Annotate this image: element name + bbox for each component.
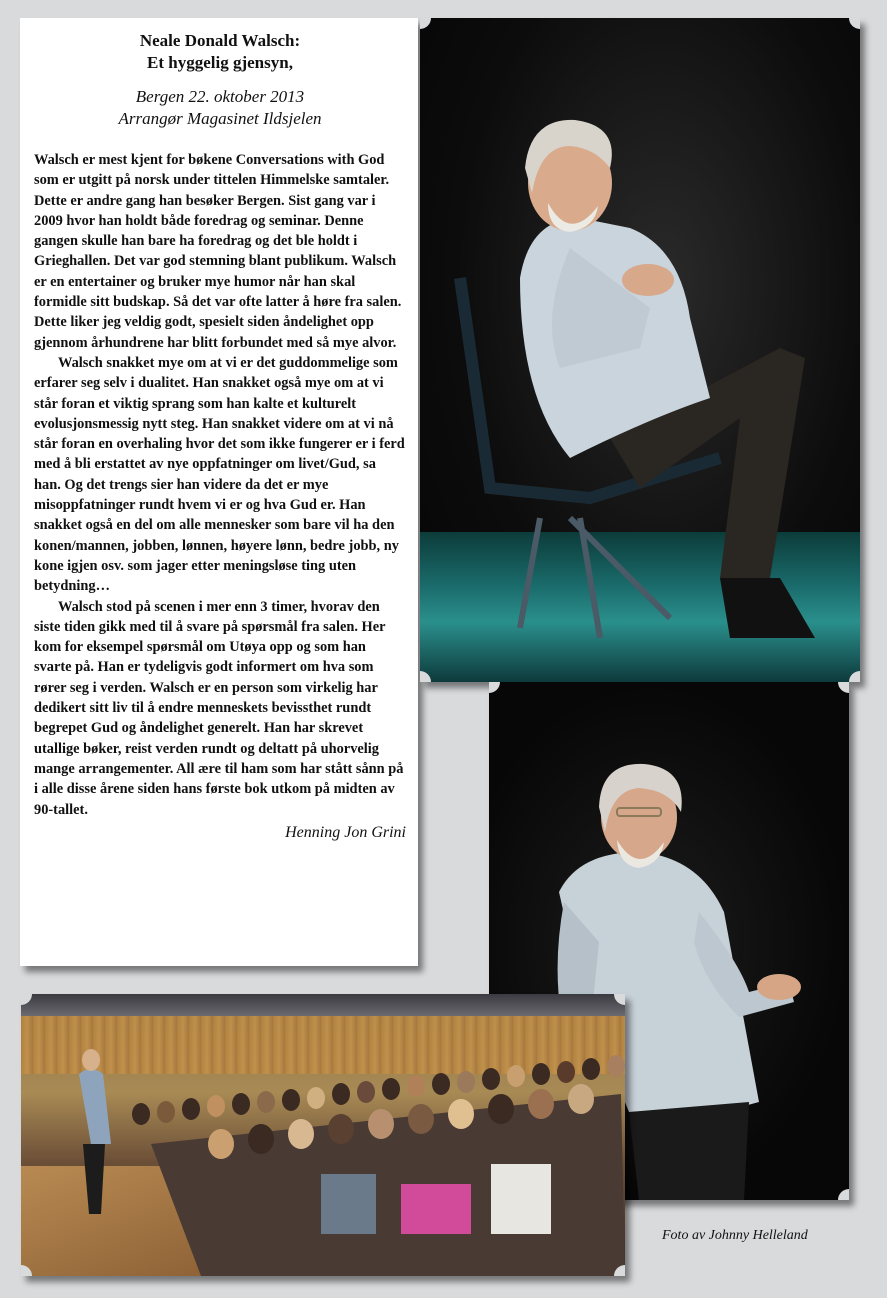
article-body <box>34 150 406 820</box>
photo-seated-speaker <box>420 18 860 682</box>
article-title <box>34 30 406 74</box>
photo-audience <box>21 994 625 1276</box>
audience-crowd <box>21 994 625 1276</box>
photo-credit: Foto av Johnny Helleland <box>662 1228 808 1243</box>
title-line-1: Neale Donald Walsch: <box>139 31 301 50</box>
article-author: Henning Jon Grini <box>285 823 406 841</box>
seated-speaker-figure <box>420 18 860 682</box>
paragraph-2: Walsch snakket mye om at vi er det guddommelige som erfarer seg selv i dualitet. Han snakket også mye om at vi står foran et viktig sprang som han kalte et kulturelt evolusjonsmessig nytt steg. Han snakket videre om at vi nå står foran en overhaling hvor det som ikke fungerer er i ferd med å bli erstattet av nye oppfatninger om livet/Gud, sa han. Og det trengs sier han videre da det er mye misoppfatninger rundt hvem vi er og hva Gud er. Han snakket også en del om alle mennesker som bare vil ha den konen/mannen, jobben, lønnen, høyere lønn, bedre jobb, ny kone igjen osv. som jager etter meningsløse ting uten betydning… <box>34 354 405 595</box>
paragraph-1: Walsch er mest kjent for bøkene Conversations with God som er utgitt på norsk under tittelen Himmelske samtaler. Dette er andre gang han besøker Bergen. Sist gang var i 2009 hvor han holdt både foredrag og seminar. Denne gangen skulle han bare ha foredrag og det ble holdt i Grieghallen. Det var god stemning blant publikum. Walsch er en entertainer og bruker mye humor når han skal formidle sitt budskap. Så det var ofte latter å høre fra salen. Dette liker jeg veldig godt, spesielt siden åndelighet opp gjennom århundrene har blitt forbundet med så mye alvor. <box>34 152 402 351</box>
subtitle-line-1: Bergen 22. oktober 2013 <box>135 87 305 106</box>
paragraph-3: Walsch stod på scenen i mer enn 3 timer, hvorav den siste tiden gikk med til å svare på spørsmål fra salen. Her kom for eksempel spørsmål om Utøya opp og som han svarte på. Han er tydeligvis godt informert om hva som rører seg i verden. Walsch er en person som virkelig har dedikert sitt liv til å endre menneskets bevissthet rundt begrepet Gud og åndelighet generelt. Han har skrevet utallige bøker, reist verden rundt og deltatt på uhorvelig mange arrangementer. All ære til ham som har stått sånn på i alle disse årene siden hans første bok utkom på midten av 90-tallet. <box>34 598 404 818</box>
title-line-2: Et hyggelig gjensyn, <box>147 53 293 72</box>
subtitle-line-2: Arrangør Magasinet Ildsjelen <box>118 109 322 128</box>
article-subtitle <box>34 86 406 130</box>
article-box <box>20 18 418 966</box>
